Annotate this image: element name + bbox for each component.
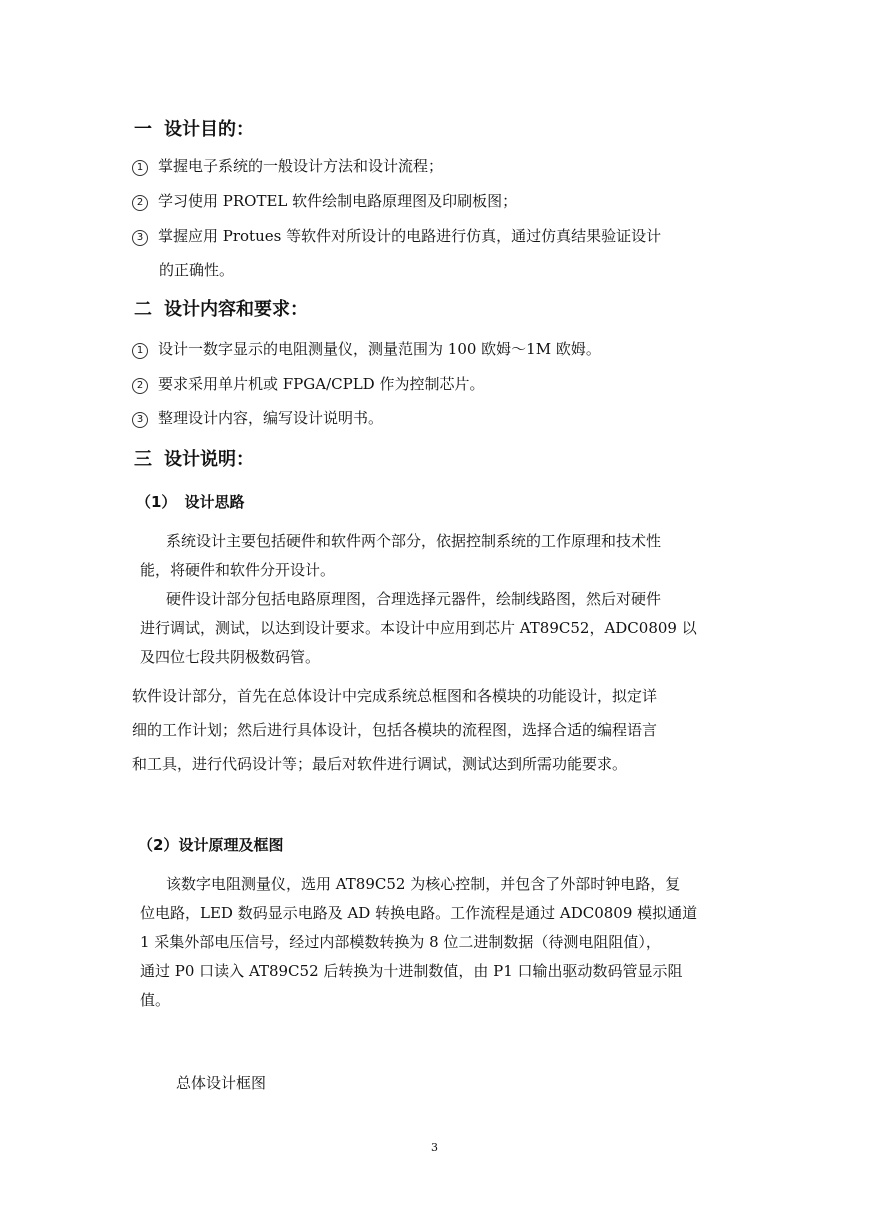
paragraph-line: 系统设计主要包括硬件和软件两个部分，依据控制系统的工作原理和技术性 [166,532,662,550]
paragraph-line: 及四位七段共阴极数码管。 [140,648,321,666]
subsection1-heading [136,491,244,513]
paragraph-line: 通过 P0 口读入 AT89C52 后转换为十进制数值，由 P1 口输出驱动数码管显示阻 [140,962,683,980]
subsection2-title: 设计原理及框图 [178,836,284,854]
circled-number: 1 [132,160,148,176]
paragraph-line: 硬件设计部分包括电路原理图，合理选择元器件，绘制线路图，然后对硬件 [166,590,662,608]
section1-number: 一 [134,119,152,140]
paragraph [132,679,657,781]
circled-number: 3 [132,230,148,246]
paragraph-line: 1 采集外部电压信号，经过内部模数转换为 8 位二进制数据（待测电阻阻值）， [140,933,661,951]
subsection1-label: （1） [136,493,177,511]
section1-title: 设计目的： [164,119,254,140]
figure-caption: 总体设计框图 [176,1074,267,1092]
list-item [132,225,661,247]
list-item [132,155,443,177]
section1-heading [134,118,254,142]
list-item-text: 设计一数字显示的电阻测量仪，测量范围为 100 欧姆～1M 欧姆。 [158,340,601,358]
list-item-text: 要求采用单片机或 FPGA/CPLD 作为控制芯片。 [158,375,485,393]
section2-heading [134,298,308,322]
list-item [132,190,517,212]
paragraph-line: 值。 [140,991,171,1009]
section3-number: 三 [134,449,152,470]
circled-number: 2 [132,195,148,211]
paragraph [140,527,661,585]
page-number: 3 [431,1141,438,1154]
list-item [132,338,601,360]
subsection2-heading [138,834,283,856]
paragraph-line: 进行调试，测试，以达到设计要求。本设计中应用到芯片 AT89C52，ADC0809 以 [140,619,697,637]
section3-heading [134,448,254,472]
list-item-text: 掌握电子系统的一般设计方法和设计流程； [158,157,444,175]
subsection2-label: （2） [138,836,179,854]
circled-number: 1 [132,343,148,359]
paragraph-line: 软件设计部分，首先在总体设计中完成系统总框图和各模块的功能设计，拟定详 [132,687,658,705]
paragraph [140,870,697,1015]
list-item-text: 整理设计内容，编写设计说明书。 [158,409,384,427]
list-item [132,373,484,395]
paragraph-line: 细的工作计划；然后进行具体设计，包括各模块的流程图，选择合适的编程语言 [132,721,658,739]
paragraph-line: 该数字电阻测量仪，选用 AT89C52 为核心控制，并包含了外部时钟电路，复 [166,875,681,893]
list-item-continuation: 的正确性。 [159,261,235,279]
paragraph-line: 和工具，进行代码设计等；最后对软件进行调试，测试达到所需功能要求。 [132,755,628,773]
list-item-text: 学习使用 PROTEL 软件绘制电路原理图及印刷板图； [158,192,518,210]
paragraph-line: 能，将硬件和软件分开设计。 [140,561,336,579]
subsection1-title: 设计思路 [184,493,245,511]
section2-title: 设计内容和要求： [164,299,308,320]
list-item [132,407,383,429]
circled-number: 3 [132,412,148,428]
paragraph-line: 位电路，LED 数码显示电路及 AD 转换电路。工作流程是通过 ADC0809 模拟通道 [140,904,698,922]
circled-number: 2 [132,378,148,394]
section3-title: 设计说明： [164,449,254,470]
section2-number: 二 [134,299,152,320]
paragraph [140,585,697,672]
list-item-text: 掌握应用 Protues 等软件对所设计的电路进行仿真，通过仿真结果验证设计 [158,227,662,245]
